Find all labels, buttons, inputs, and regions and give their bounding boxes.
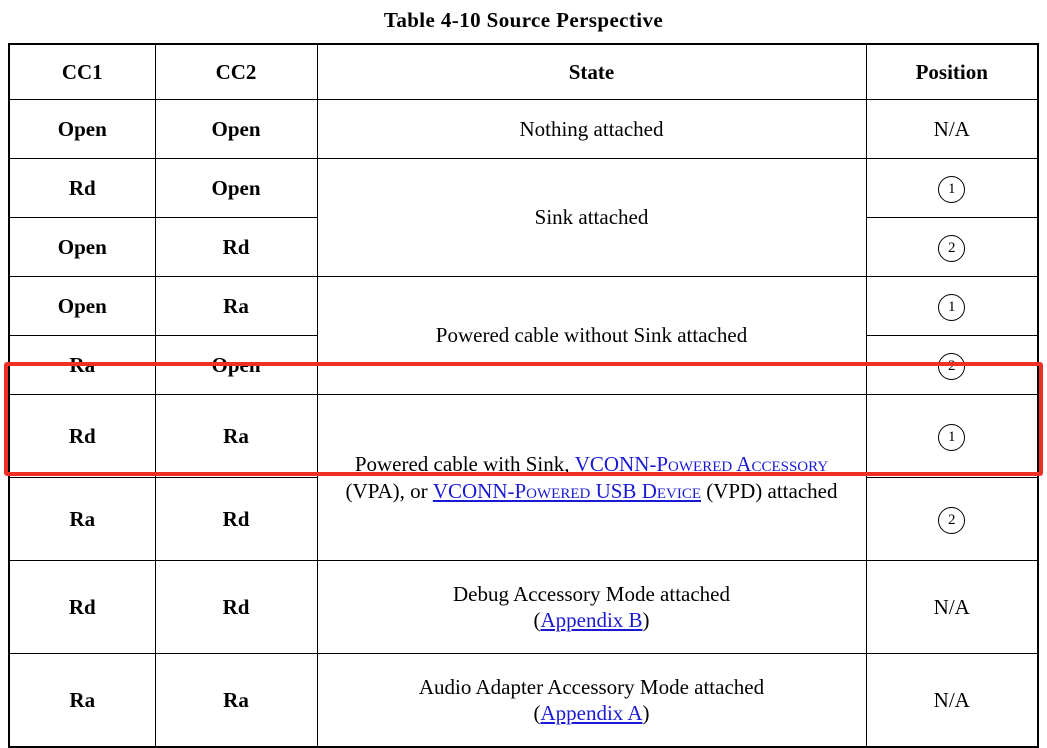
table-row xyxy=(9,159,1038,218)
position-circled-number: 1 xyxy=(938,176,965,203)
cell-cc2: Ra xyxy=(155,395,317,478)
state-reference-line: (Appendix A) xyxy=(533,701,650,725)
link-appendix-b[interactable]: Appendix B xyxy=(540,608,643,632)
cell-cc2: Open xyxy=(155,336,317,395)
position-circled-number: 1 xyxy=(938,294,965,321)
cell-cc2: Open xyxy=(155,100,317,159)
cell-position xyxy=(866,218,1038,277)
position-circled-number: 2 xyxy=(938,235,965,262)
table-row xyxy=(9,561,1038,654)
cell-position xyxy=(866,478,1038,561)
state-text-mid: (VPA), or xyxy=(345,478,433,503)
cell-state: Powered cable without Sink attached xyxy=(317,277,866,395)
state-text-tail: (VPD) attached xyxy=(701,478,838,503)
position-circled-number: 1 xyxy=(938,424,965,451)
cell-cc1: Ra xyxy=(9,478,155,561)
state-reference-line: (Appendix B) xyxy=(533,608,650,632)
state-text-line: Audio Adapter Accessory Mode attached xyxy=(418,674,765,699)
cell-cc1: Open xyxy=(9,218,155,277)
cell-cc1: Rd xyxy=(9,395,155,478)
cell-state xyxy=(317,654,866,748)
position-circled-number: 2 xyxy=(938,353,965,380)
cell-cc1: Open xyxy=(9,277,155,336)
cell-cc1: Ra xyxy=(9,654,155,748)
header-state: State xyxy=(317,44,866,100)
link-vconn-powered-accessory[interactable]: VCONN-Powered Accessory xyxy=(574,452,829,477)
table-row-highlighted xyxy=(9,395,1038,478)
link-appendix-a[interactable]: Appendix A xyxy=(540,701,643,725)
cell-state xyxy=(317,395,866,561)
cell-cc1: Open xyxy=(9,100,155,159)
table-row xyxy=(9,100,1038,159)
cell-cc1: Rd xyxy=(9,159,155,218)
state-text-line: Debug Accessory Mode attached xyxy=(453,581,730,606)
source-perspective-table xyxy=(8,43,1039,748)
cell-position xyxy=(866,277,1038,336)
table-row xyxy=(9,654,1038,748)
cell-cc2: Open xyxy=(155,159,317,218)
table-header-row xyxy=(9,44,1038,100)
cell-state: Nothing attached xyxy=(317,100,866,159)
cell-cc2: Rd xyxy=(155,218,317,277)
header-cc2: CC2 xyxy=(155,44,317,100)
cell-cc2: Rd xyxy=(155,561,317,654)
cell-position xyxy=(866,395,1038,478)
state-text-lead: Powered cable with Sink, xyxy=(354,452,575,477)
cell-position xyxy=(866,159,1038,218)
link-vconn-powered-usb-device[interactable]: VCONN-Powered USB Device xyxy=(432,478,702,503)
cell-state: Sink attached xyxy=(317,159,866,277)
cell-position: N/A xyxy=(866,100,1038,159)
header-cc1: CC1 xyxy=(9,44,155,100)
cell-position: N/A xyxy=(866,654,1038,748)
cell-cc2: Ra xyxy=(155,277,317,336)
cell-cc2: Rd xyxy=(155,478,317,561)
cell-cc1: Rd xyxy=(9,561,155,654)
cell-cc2: Ra xyxy=(155,654,317,748)
table-row xyxy=(9,277,1038,336)
cell-position: N/A xyxy=(866,561,1038,654)
position-circled-number: 2 xyxy=(938,507,965,534)
table-caption: Table 4-10 Source Perspective xyxy=(383,8,664,32)
header-position: Position xyxy=(866,44,1038,100)
cell-state xyxy=(317,561,866,654)
cell-position xyxy=(866,336,1038,395)
cell-cc1: Ra xyxy=(9,336,155,395)
